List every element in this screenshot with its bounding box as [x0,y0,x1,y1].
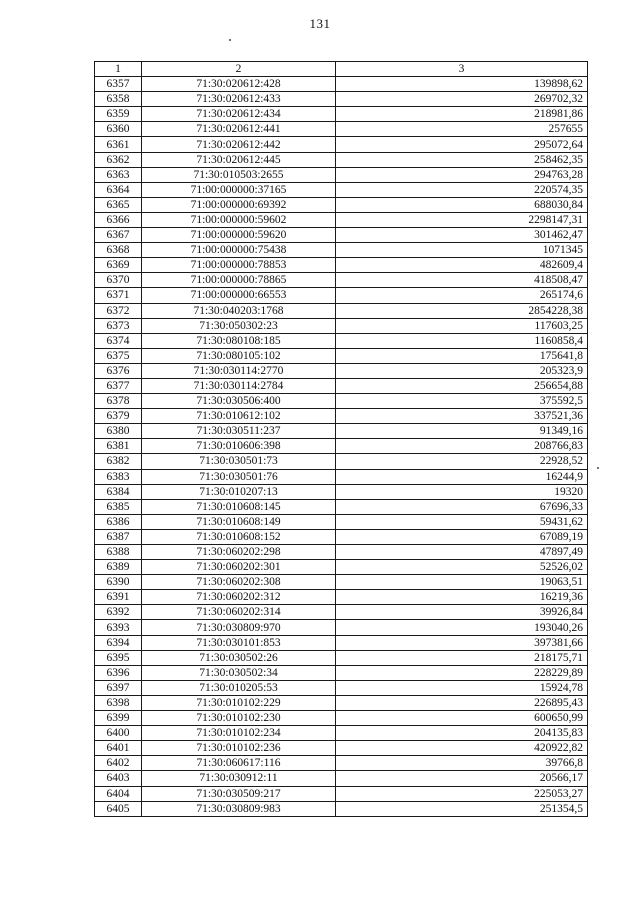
table-row [95,182,588,197]
row-number: 6389 [95,560,142,575]
cadastral-number: 71:30:040203:1768 [142,303,336,318]
scan-speck [597,467,599,469]
column-header-cadastral-number: 2 [142,62,336,77]
row-number: 6395 [95,650,142,665]
cadastral-value: 15924,78 [336,680,588,695]
table-row [95,77,588,92]
cadastral-number: 71:30:060202:308 [142,575,336,590]
row-number: 6367 [95,228,142,243]
row-number: 6405 [95,801,142,816]
cadastral-value: 226895,43 [336,695,588,710]
row-number: 6366 [95,212,142,227]
cadastral-number: 71:30:030114:2784 [142,378,336,393]
table-row [95,620,588,635]
table-row [95,786,588,801]
cadastral-number: 71:30:020612:428 [142,77,336,92]
cadastral-number: 71:30:020612:433 [142,92,336,107]
row-number: 6371 [95,288,142,303]
table-row [95,424,588,439]
row-number: 6357 [95,77,142,92]
row-number: 6382 [95,454,142,469]
cadastral-number: 71:30:030502:34 [142,665,336,680]
row-number: 6368 [95,243,142,258]
cadastral-number: 71:00:000000:37165 [142,182,336,197]
table-row [95,560,588,575]
row-number: 6358 [95,92,142,107]
cadastral-value: 39766,8 [336,756,588,771]
cadastral-number: 71:30:030501:76 [142,469,336,484]
cadastral-number: 71:30:010102:229 [142,695,336,710]
cadastral-number: 71:30:030809:970 [142,620,336,635]
table-row [95,288,588,303]
cadastral-number: 71:30:030114:2770 [142,363,336,378]
row-number: 6394 [95,635,142,650]
table-row [95,469,588,484]
cadastral-number: 71:30:050302:23 [142,318,336,333]
cadastral-value: 16219,36 [336,590,588,605]
cadastral-number: 71:30:020612:441 [142,122,336,137]
cadastral-number: 71:00:000000:59602 [142,212,336,227]
table-row [95,741,588,756]
table-row [95,484,588,499]
cadastral-value: 688030,84 [336,197,588,212]
cadastral-number: 71:30:060202:301 [142,560,336,575]
table-row [95,635,588,650]
cadastral-number: 71:00:000000:78853 [142,258,336,273]
cadastral-number: 71:30:010608:149 [142,514,336,529]
cadastral-value: 228229,89 [336,665,588,680]
row-number: 6369 [95,258,142,273]
cadastral-value: 418508,47 [336,273,588,288]
cadastral-value: 117603,25 [336,318,588,333]
cadastral-value: 67089,19 [336,529,588,544]
table-row [95,318,588,333]
cadastral-value: 193040,26 [336,620,588,635]
row-number: 6379 [95,409,142,424]
cadastral-number: 71:00:000000:59620 [142,228,336,243]
row-number: 6392 [95,605,142,620]
row-number: 6378 [95,394,142,409]
cadastral-number: 71:00:000000:78865 [142,273,336,288]
cadastral-number: 71:30:030502:26 [142,650,336,665]
cadastral-value: 269702,32 [336,92,588,107]
cadastral-value: 67696,33 [336,499,588,514]
cadastral-value: 22928,52 [336,454,588,469]
table-row [95,756,588,771]
row-number: 6396 [95,665,142,680]
row-number: 6374 [95,333,142,348]
cadastral-number: 71:30:030501:73 [142,454,336,469]
cadastral-value: 20566,17 [336,771,588,786]
cadastral-number: 71:30:030101:853 [142,635,336,650]
row-number: 6383 [95,469,142,484]
cadastral-value: 257655 [336,122,588,137]
column-header-number: 1 [95,62,142,77]
row-number: 6381 [95,439,142,454]
cadastral-value: 47897,49 [336,545,588,560]
row-number: 6404 [95,786,142,801]
table-row [95,333,588,348]
cadastral-value: 301462,47 [336,228,588,243]
row-number: 6361 [95,137,142,152]
row-number: 6401 [95,741,142,756]
cadastral-value: 256654,88 [336,378,588,393]
table-row [95,605,588,620]
row-number: 6370 [95,273,142,288]
cadastral-number: 71:30:080105:102 [142,348,336,363]
cadastral-value: 218175,71 [336,650,588,665]
row-number: 6402 [95,756,142,771]
cadastral-value: 482609,4 [336,258,588,273]
row-number: 6373 [95,318,142,333]
row-number: 6393 [95,620,142,635]
table-row [95,107,588,122]
column-header-value: 3 [336,62,588,77]
row-number: 6400 [95,726,142,741]
cadastral-number: 71:30:010503:2655 [142,167,336,182]
cadastral-number: 71:30:030912:11 [142,771,336,786]
cadastral-value: 1071345 [336,243,588,258]
cadastral-value: 294763,28 [336,167,588,182]
cadastral-value: 175641,8 [336,348,588,363]
table-row [95,665,588,680]
row-number: 6403 [95,771,142,786]
table-row [95,590,588,605]
cadastral-number: 71:30:030809:983 [142,801,336,816]
row-number: 6398 [95,695,142,710]
row-number: 6380 [95,424,142,439]
table-row [95,137,588,152]
header-row [95,62,588,77]
cadastral-value: 139898,62 [336,77,588,92]
cadastral-number: 71:30:010207:13 [142,484,336,499]
cadastral-value-table [94,61,588,817]
row-number: 6385 [95,499,142,514]
cadastral-value: 258462,35 [336,152,588,167]
cadastral-number: 71:00:000000:66553 [142,288,336,303]
table-row [95,258,588,273]
table-row [95,167,588,182]
table-row [95,92,588,107]
table-row [95,273,588,288]
cadastral-number: 71:30:060202:312 [142,590,336,605]
table-row [95,680,588,695]
table-row [95,529,588,544]
cadastral-number: 71:00:000000:75438 [142,243,336,258]
table-row [95,394,588,409]
row-number: 6362 [95,152,142,167]
cadastral-number: 71:30:010608:145 [142,499,336,514]
cadastral-value: 375592,5 [336,394,588,409]
row-number: 6364 [95,182,142,197]
row-number: 6377 [95,378,142,393]
table-row [95,545,588,560]
cadastral-value: 205323,9 [336,363,588,378]
cadastral-value: 251354,5 [336,801,588,816]
table-row [95,409,588,424]
cadastral-value: 204135,83 [336,726,588,741]
table-row [95,228,588,243]
cadastral-value: 19063,51 [336,575,588,590]
table-row [95,454,588,469]
table-body [95,77,588,817]
cadastral-number: 71:30:020612:442 [142,137,336,152]
cadastral-value: 218981,86 [336,107,588,122]
cadastral-number: 71:30:060202:314 [142,605,336,620]
table-row [95,711,588,726]
cadastral-value: 19320 [336,484,588,499]
cadastral-number: 71:30:020612:445 [142,152,336,167]
row-number: 6363 [95,167,142,182]
cadastral-number: 71:30:060202:298 [142,545,336,560]
row-number: 6365 [95,197,142,212]
page-number: 131 [309,16,331,31]
scan-speck [229,39,231,41]
cadastral-number: 71:30:010606:398 [142,439,336,454]
row-number: 6386 [95,514,142,529]
table-row [95,726,588,741]
table-row [95,575,588,590]
table-row [95,212,588,227]
table-row [95,363,588,378]
row-number: 6376 [95,363,142,378]
table-header [95,62,588,77]
cadastral-value: 337521,36 [336,409,588,424]
table-row [95,197,588,212]
row-number: 6384 [95,484,142,499]
table-row [95,650,588,665]
row-number: 6360 [95,122,142,137]
cadastral-number: 71:30:010205:53 [142,680,336,695]
cadastral-number: 71:30:010102:230 [142,711,336,726]
cadastral-number: 71:30:010612:102 [142,409,336,424]
row-number: 6390 [95,575,142,590]
cadastral-value: 225053,27 [336,786,588,801]
cadastral-value: 16244,9 [336,469,588,484]
cadastral-number: 71:30:030506:400 [142,394,336,409]
cadastral-value: 91349,16 [336,424,588,439]
table-row [95,243,588,258]
table-row [95,348,588,363]
table-row [95,771,588,786]
cadastral-value: 265174,6 [336,288,588,303]
row-number: 6387 [95,529,142,544]
cadastral-value: 600650,99 [336,711,588,726]
cadastral-value: 220574,35 [336,182,588,197]
table-row [95,378,588,393]
row-number: 6359 [95,107,142,122]
row-number: 6397 [95,680,142,695]
row-number: 6388 [95,545,142,560]
table-row [95,695,588,710]
row-number: 6391 [95,590,142,605]
row-number: 6372 [95,303,142,318]
cadastral-number: 71:30:020612:434 [142,107,336,122]
cadastral-number: 71:30:080108:185 [142,333,336,348]
row-number: 6399 [95,711,142,726]
cadastral-number: 71:00:000000:69392 [142,197,336,212]
cadastral-number: 71:30:030511:237 [142,424,336,439]
table-row [95,122,588,137]
table-row [95,303,588,318]
cadastral-value: 208766,83 [336,439,588,454]
cadastral-value: 397381,66 [336,635,588,650]
table-row [95,499,588,514]
cadastral-number: 71:30:010102:236 [142,741,336,756]
table-row [95,439,588,454]
cadastral-value: 2298147,31 [336,212,588,227]
cadastral-value: 59431,62 [336,514,588,529]
row-number: 6375 [95,348,142,363]
cadastral-value: 2854228,38 [336,303,588,318]
table-row [95,801,588,816]
cadastral-number: 71:30:010102:234 [142,726,336,741]
cadastral-value: 420922,82 [336,741,588,756]
cadastral-number: 71:30:030509:217 [142,786,336,801]
cadastral-value: 39926,84 [336,605,588,620]
cadastral-value: 1160858,4 [336,333,588,348]
table-row [95,152,588,167]
cadastral-number: 71:30:010608:152 [142,529,336,544]
cadastral-number: 71:30:060617:116 [142,756,336,771]
table-row [95,514,588,529]
cadastral-value: 52526,02 [336,560,588,575]
cadastral-value: 295072,64 [336,137,588,152]
